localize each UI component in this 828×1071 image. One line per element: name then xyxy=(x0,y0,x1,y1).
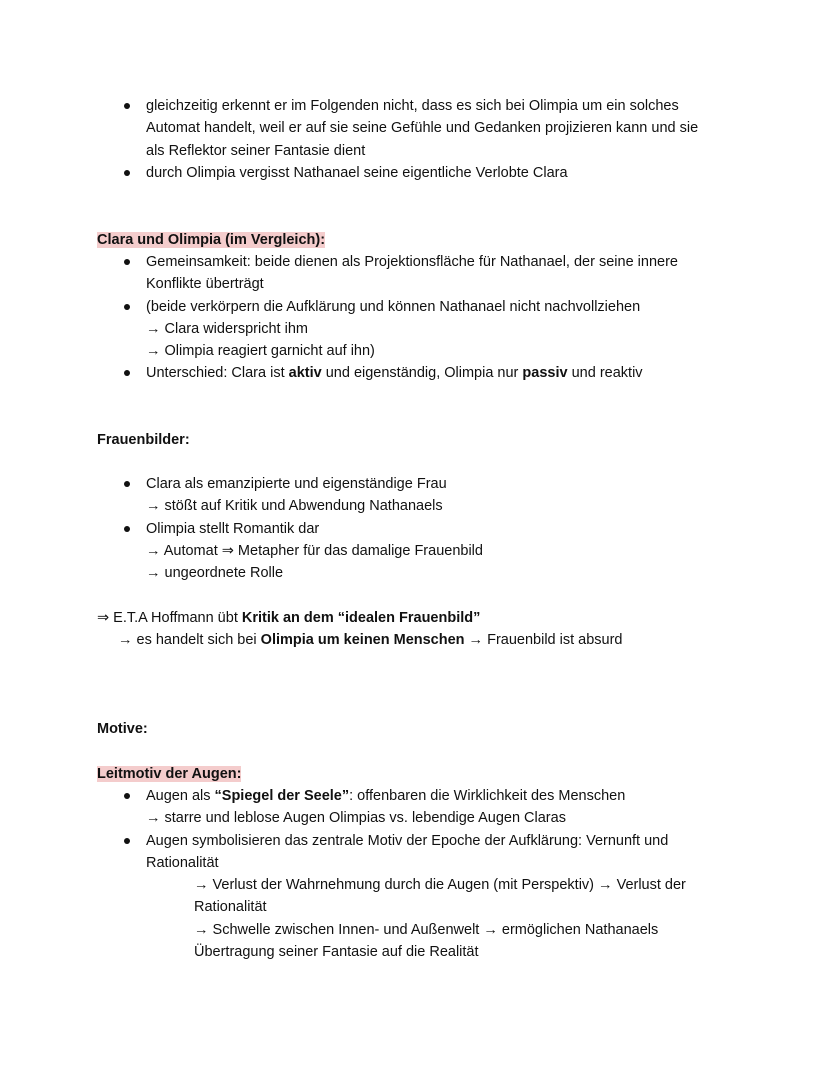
text-line: → starre und leblose Augen Olimpias vs. lebendige Augen Claras xyxy=(146,810,566,827)
subheading-leitmotiv xyxy=(97,763,241,785)
text-line: Clara als emanzipierte und eigenständige Frau xyxy=(146,476,447,492)
motive-bullet-list xyxy=(120,785,668,874)
text-line: → Automat ⇒ Metapher für das damalige Frauenbild xyxy=(146,542,483,559)
bold-text: Kritik an dem “idealen Frauenbild” xyxy=(241,610,481,626)
text-run: → es handelt sich bei xyxy=(118,632,261,648)
text-line: Automat handelt, weil er auf sie seine Gefühle und Gedanken projizieren kann und sie xyxy=(146,120,699,137)
text-run: Unterschied: Clara ist xyxy=(146,365,289,382)
text-line: → ungeordnete Rolle xyxy=(146,565,284,582)
text-line: → Olimpia reagiert garnicht auf ihn) xyxy=(146,343,375,360)
text-line: (beide verkörpern die Aufklärung und können Nathanael nicht nachvollziehen xyxy=(146,298,641,315)
bold-text: Olimpia um keinen Menschen xyxy=(260,632,465,648)
list-item xyxy=(120,785,668,830)
frauenbilder-bullet-list xyxy=(120,473,483,584)
text-line: Olimpia stellt Romantik dar xyxy=(146,520,320,537)
text-run: Augen als xyxy=(146,788,215,804)
bold-text: passiv xyxy=(522,365,568,382)
list-item xyxy=(120,473,483,518)
text-line: Rationalität xyxy=(146,854,219,871)
text-line: Konflikte überträgt xyxy=(146,276,264,293)
text-run: → Frauenbild ist absurd xyxy=(464,632,623,648)
bold-text: “Spiegel der Seele” xyxy=(214,788,350,804)
list-item xyxy=(120,362,678,384)
text-line: → Verlust der Wahrnehmung durch die Augen (mit Perspektiv) → Verlust der xyxy=(194,877,686,893)
highlighted-heading-text: Leitmotiv der Augen: xyxy=(97,766,242,782)
text-line: gleichzeitig erkennt er im Folgenden nicht, dass es sich bei Olimpia um ein solches xyxy=(146,98,679,114)
text-line: Gemeinsamkeit: beide dienen als Projektionsfläche für Nathanael, der seine innere xyxy=(146,254,678,270)
text-run: und eigenständig, Olimpia nur xyxy=(321,365,523,382)
text-line: Übertragung seiner Fantasie auf die Realität xyxy=(194,943,479,960)
text-line: als Reflektor seiner Fantasie dient xyxy=(146,142,366,159)
list-item xyxy=(120,251,678,296)
list-item xyxy=(120,162,698,184)
text-line xyxy=(146,785,668,807)
text-run: ⇒ E.T.A Hoffmann übt xyxy=(97,610,242,626)
list-item xyxy=(120,95,698,162)
text-line: → Clara widerspricht ihm xyxy=(146,320,308,337)
text-line: → Schwelle zwischen Innen- und Außenwelt → ermöglichen Nathanaels xyxy=(194,921,659,938)
section-heading-frauenbilder: Frauenbilder: xyxy=(97,432,190,448)
highlighted-heading-text: Clara und Olimpia (im Vergleich): xyxy=(97,232,326,248)
list-item xyxy=(120,830,668,875)
text-line xyxy=(146,362,678,384)
text-line: durch Olimpia vergisst Nathanael seine eigentliche Verlobte Clara xyxy=(146,164,568,181)
comparison-bullet-list xyxy=(120,251,678,385)
list-item xyxy=(120,518,483,585)
text-line: Rationalität xyxy=(194,899,267,916)
intro-bullet-list xyxy=(120,95,698,184)
text-run: und reaktiv xyxy=(567,365,643,382)
conclusion-line xyxy=(97,607,480,629)
section-heading-clara-olimpia xyxy=(97,229,325,251)
indented-block xyxy=(194,874,686,963)
bold-text: aktiv xyxy=(288,365,322,382)
list-item xyxy=(120,296,678,363)
conclusion-line xyxy=(118,629,623,651)
section-heading-motive: Motive: xyxy=(97,721,148,737)
text-line: Augen symbolisieren das zentrale Motiv der Epoche der Aufklärung: Vernunft und xyxy=(146,832,669,849)
text-line: → stößt auf Kritik und Abwendung Nathanaels xyxy=(146,498,443,515)
text-run: : offenbaren die Wirklichkeit des Menschen xyxy=(349,788,626,804)
